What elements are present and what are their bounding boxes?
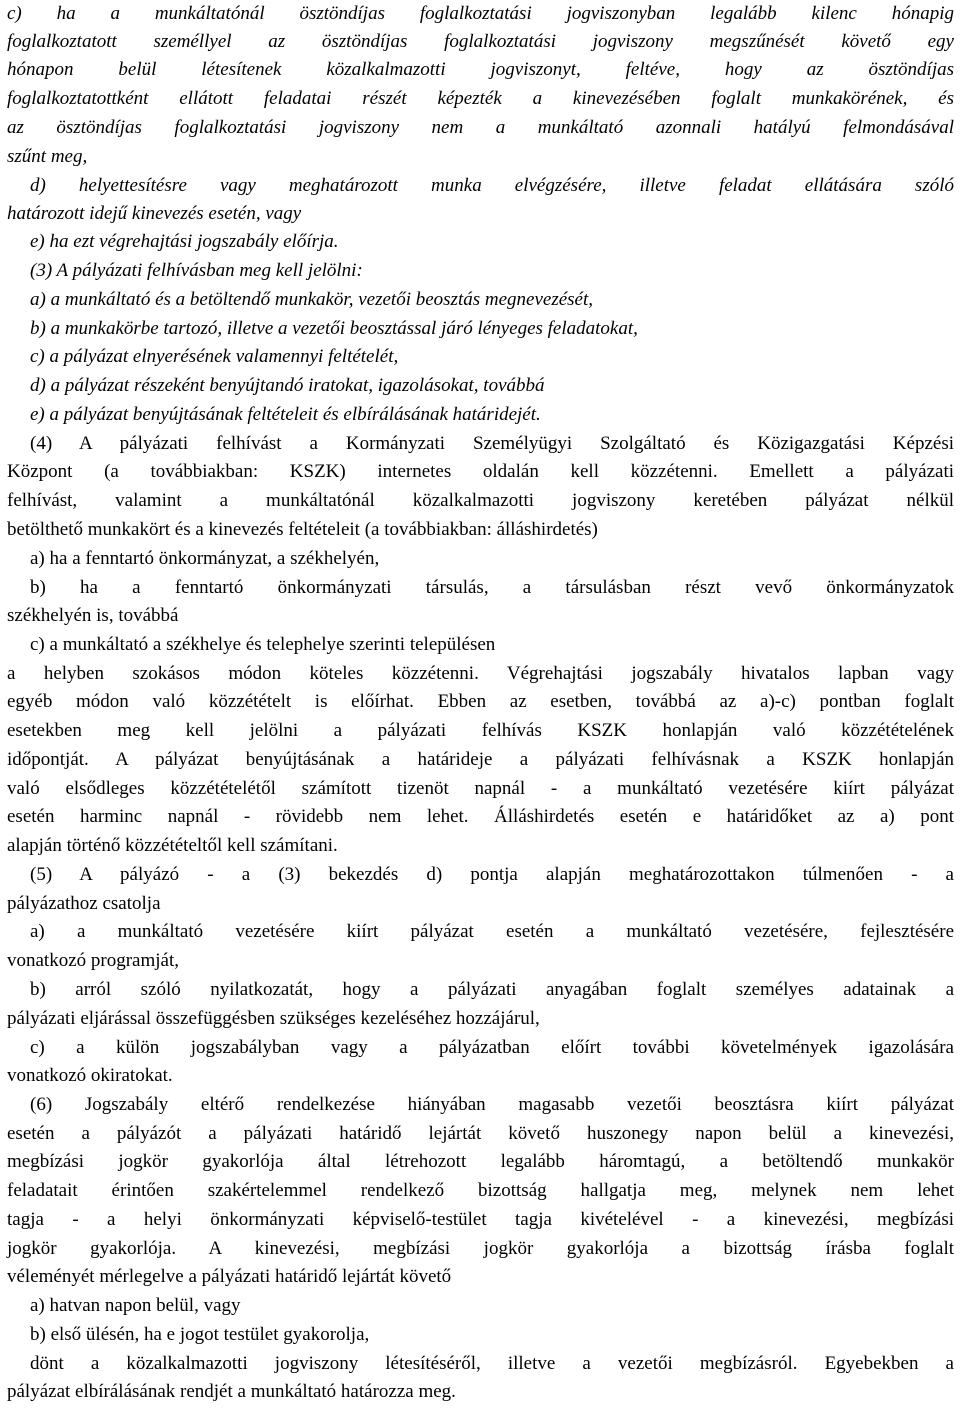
text-line: az ösztöndíjas foglalkoztatási jogviszony nem a munkáltató azonnali hatályú felmondásával bbox=[7, 117, 954, 138]
text-line: c) a munkáltató a székhelye és telephelye szerinti településen bbox=[30, 634, 496, 655]
text-line: vonatkozó okiratokat. bbox=[7, 1065, 173, 1086]
text-line: d) a pályázat részeként benyújtandó iratokat, igazolásokat, továbbá bbox=[30, 375, 545, 396]
text-line: b) első ülésén, ha e jogot testület gyakorolja, bbox=[30, 1324, 370, 1345]
text-line: (6) Jogszabály eltérő rendelkezése hiányában magasabb vezetői beosztásra kiírt pályázat bbox=[30, 1094, 954, 1115]
text-line: a) a munkáltató és a betöltendő munkakör, vezetői beosztás megnevezését, bbox=[30, 289, 594, 310]
text-line: b) a munkakörbe tartozó, illetve a vezetői beosztással járó lényeges feladatokat, bbox=[30, 318, 638, 339]
text-line: foglalkoztatottként ellátott feladatai részét képezték a kinevezésében foglalt munkakörének, és bbox=[7, 88, 954, 109]
text-line: esetén harminc napnál - rövidebb nem lehet. Álláshirdetés esetén e határidőket az a) pont bbox=[7, 806, 954, 827]
text-line: esetén a pályázót a pályázati határidő lejártát követő huszonegy napon belül a kinevezési, bbox=[7, 1123, 954, 1144]
text-line: vonatkozó programját, bbox=[7, 950, 180, 971]
text-line: b) ha a fenntartó önkormányzati társulás, a társulásban részt vevő önkormányzatok bbox=[30, 577, 954, 598]
text-line: e) ha ezt végrehajtási jogszabály előírja. bbox=[30, 231, 339, 252]
text-line: székhelyén is, továbbá bbox=[7, 605, 179, 626]
text-line: (4) A pályázati felhívást a Kormányzati Személyügyi Szolgáltató és Közigazgatási Képzési bbox=[30, 433, 954, 454]
text-line: Központ (a továbbiakban: KSZK) internetes oldalán kell közzétenni. Emellett a pályázati bbox=[7, 461, 954, 482]
text-line: c) ha a munkáltatónál ösztöndíjas foglalkoztatási jogviszonyban legalább kilenc hónapig bbox=[7, 3, 954, 24]
text-line: egyéb módon való közzétételt is előírhat. Ebben az esetben, továbbá az a)-c) pontban foglalt bbox=[7, 691, 954, 712]
text-line: e) a pályázat benyújtásának feltételeit és elbírálásának határidejét. bbox=[30, 404, 541, 425]
text-line: pályázati eljárással összefüggésben szükséges kezeléséhez hozzájárul, bbox=[7, 1008, 540, 1029]
text-line: véleményét mérlegelve a pályázati határidő lejártát követő bbox=[7, 1266, 452, 1287]
text-line: (3) A pályázati felhívásban meg kell jelölni: bbox=[30, 260, 363, 281]
text-line: (5) A pályázó - a (3) bekezdés d) pontja alapján meghatározottakon túlmenően - a bbox=[30, 864, 954, 885]
text-line: a) hatvan napon belül, vagy bbox=[30, 1295, 241, 1316]
text-line: való elsődleges közzétételétől számított tizenöt napnál - a munkáltató vezetésére kiírt pályázat bbox=[7, 778, 954, 799]
text-line: jogkör gyakorlója. A kinevezési, megbízási jogkör gyakorlója a bizottság írásba foglalt bbox=[7, 1238, 954, 1259]
text-line: a) ha a fenntartó önkormányzat, a székhelyén, bbox=[30, 548, 380, 569]
text-line: c) a pályázat elnyerésének valamennyi feltételét, bbox=[30, 346, 399, 367]
text-line: határozott idejű kinevezés esetén, vagy bbox=[7, 203, 302, 224]
text-line: időpontját. A pályázat benyújtásának a határideje a pályázati felhívásnak a KSZK honlapján bbox=[7, 749, 954, 770]
text-line: dönt a közalkalmazotti jogviszony létesítéséről, illetve a vezetői megbízásról. Egyebekben a bbox=[30, 1353, 954, 1374]
text-line: a helyben szokásos módon köteles közzétenni. Végrehajtási jogszabály hivatalos lapban vagy bbox=[7, 663, 954, 684]
text-line: b) arról szóló nyilatkozatát, hogy a pályázati anyagában foglalt személyes adatainak a bbox=[30, 979, 954, 1000]
text-line: hónapon belül létesítenek közalkalmazotti jogviszonyt, feltéve, hogy az ösztöndíjas bbox=[7, 59, 954, 80]
text-line: pályázathoz csatolja bbox=[7, 893, 161, 914]
text-line: tagja - a helyi önkormányzati képviselő-testület tagja kivételével - a kinevezési, megbízási bbox=[7, 1209, 954, 1230]
text-line: betölthető munkakört és a kinevezés feltételeit (a továbbiakban: álláshirdetés) bbox=[7, 519, 598, 540]
text-line: a) a munkáltató vezetésére kiírt pályázat esetén a munkáltató vezetésére, fejlesztésére bbox=[30, 921, 954, 942]
text-line: pályázat elbírálásának rendjét a munkáltató határozza meg. bbox=[7, 1381, 456, 1402]
text-line: szűnt meg, bbox=[7, 146, 88, 167]
text-line: esetekben meg kell jelölni a pályázati felhívás KSZK honlapján való közzétételének bbox=[7, 720, 954, 741]
text-line: d) helyettesítésre vagy meghatározott munka elvégzésére, illetve feladat ellátására szóló bbox=[30, 175, 954, 196]
text-line: alapján történő közzétételtől kell számítani. bbox=[7, 835, 338, 856]
text-line: c) a külön jogszabályban vagy a pályázatban előírt további követelmények igazolására bbox=[30, 1037, 954, 1058]
text-line: felhívást, valamint a munkáltatónál közalkalmazotti jogviszony keretében pályázat nélkül bbox=[7, 490, 954, 511]
text-line: foglalkoztatott személlyel az ösztöndíjas foglalkoztatási jogviszony megszűnését követő egy bbox=[7, 31, 954, 52]
text-line: megbízási jogkör gyakorlója által létrehozott legalább háromtagú, a betöltendő munkakör bbox=[7, 1151, 954, 1172]
text-line: feladatait érintően szakértelemmel rendelkező bizottság hallgatja meg, melynek nem lehet bbox=[7, 1180, 954, 1201]
